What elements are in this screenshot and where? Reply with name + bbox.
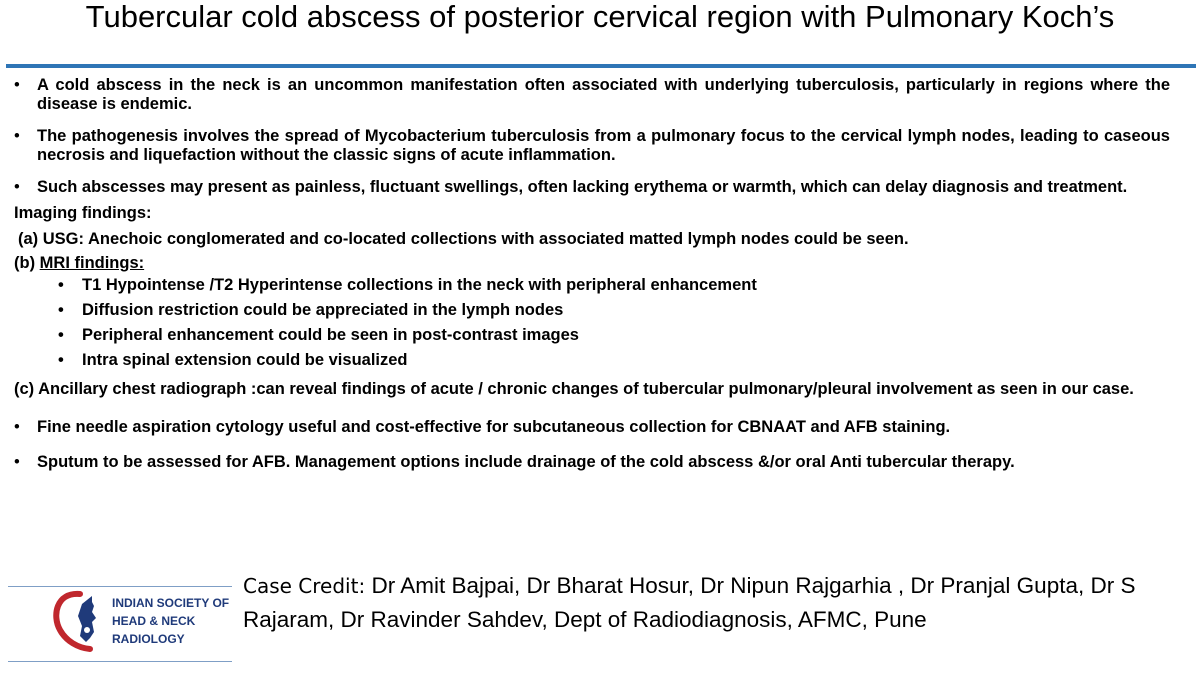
- logo-text: [112, 594, 229, 648]
- logo-line-3: RADIOLOGY: [112, 632, 185, 646]
- society-logo: [8, 586, 232, 662]
- chest-radiograph-finding: (c) Ancillary chest radiograph :can reveal findings of acute / chronic changes of tubercular pulmonary/pleural involvement as seen in our case.: [14, 380, 1134, 398]
- logo-line-2: HEAD & NECK: [112, 614, 196, 628]
- title-divider: [6, 64, 1196, 68]
- case-credit-label: Case Credit:: [243, 574, 366, 598]
- bullet-cold-abscess: • A cold abscess in the neck is an uncommon manifestation often associated with underlying tuberculosis, particularly in regions where the disease is endemic.: [14, 76, 1170, 114]
- bullet-management: • Sputum to be assessed for AFB. Management options include drainage of the cold abscess &/or oral Anti tubercular therapy.: [14, 453, 1170, 472]
- logo-line-1: INDIAN SOCIETY OF: [112, 596, 230, 610]
- mri-item: • Peripheral enhancement could be seen in post-contrast images: [58, 323, 1170, 348]
- mri-item: • Diffusion restriction could be appreciated in the lymph nodes: [58, 298, 1170, 323]
- mri-heading: MRI findings:: [39, 254, 145, 272]
- usg-finding: (a) USG: Anechoic conglomerated and co-located collections with associated matted lymph nodes could be seen.: [18, 230, 909, 248]
- bullet-pathogenesis: • The pathogenesis involves the spread of Mycobacterium tuberculosis from a pulmonary focus to the cervical lymph nodes, leading to caseous necrosis and liquefaction without the classic signs of acute inflammation.: [14, 127, 1170, 165]
- case-credit: [243, 569, 1183, 636]
- case-credit-authors: Dr Amit Bajpai, Dr Bharat Hosur, Dr Nipun Rajgarhia , Dr Pranjal Gupta, Dr S Rajaram, Dr Ravinder Sahdev, Dept of Radiodiagnosis, AFMC, Pune: [243, 573, 1136, 632]
- slide-body: [14, 76, 1170, 472]
- bullet-presentation: • Such abscesses may present as painless, fluctuant swellings, often lacking erythema or warmth, which can delay diagnosis and treatment.: [14, 178, 1170, 197]
- mri-heading-line: [14, 254, 1170, 273]
- mri-list: [14, 273, 1170, 373]
- slide-title: Tubercular cold abscess of posterior cervical region with Pulmonary Koch’s: [85, 0, 1115, 34]
- bullet-fnac: • Fine needle aspiration cytology useful and cost-effective for subcutaneous collection for CBNAAT and AFB staining.: [14, 418, 1170, 437]
- mri-item: • Intra spinal extension could be visualized: [58, 348, 1170, 373]
- head-profile-icon: [8, 586, 108, 662]
- imaging-heading: Imaging findings:: [14, 204, 152, 222]
- mri-prefix: (b): [14, 254, 40, 272]
- mri-item: • T1 Hypointense /T2 Hyperintense collections in the neck with peripheral enhancement: [58, 273, 1170, 298]
